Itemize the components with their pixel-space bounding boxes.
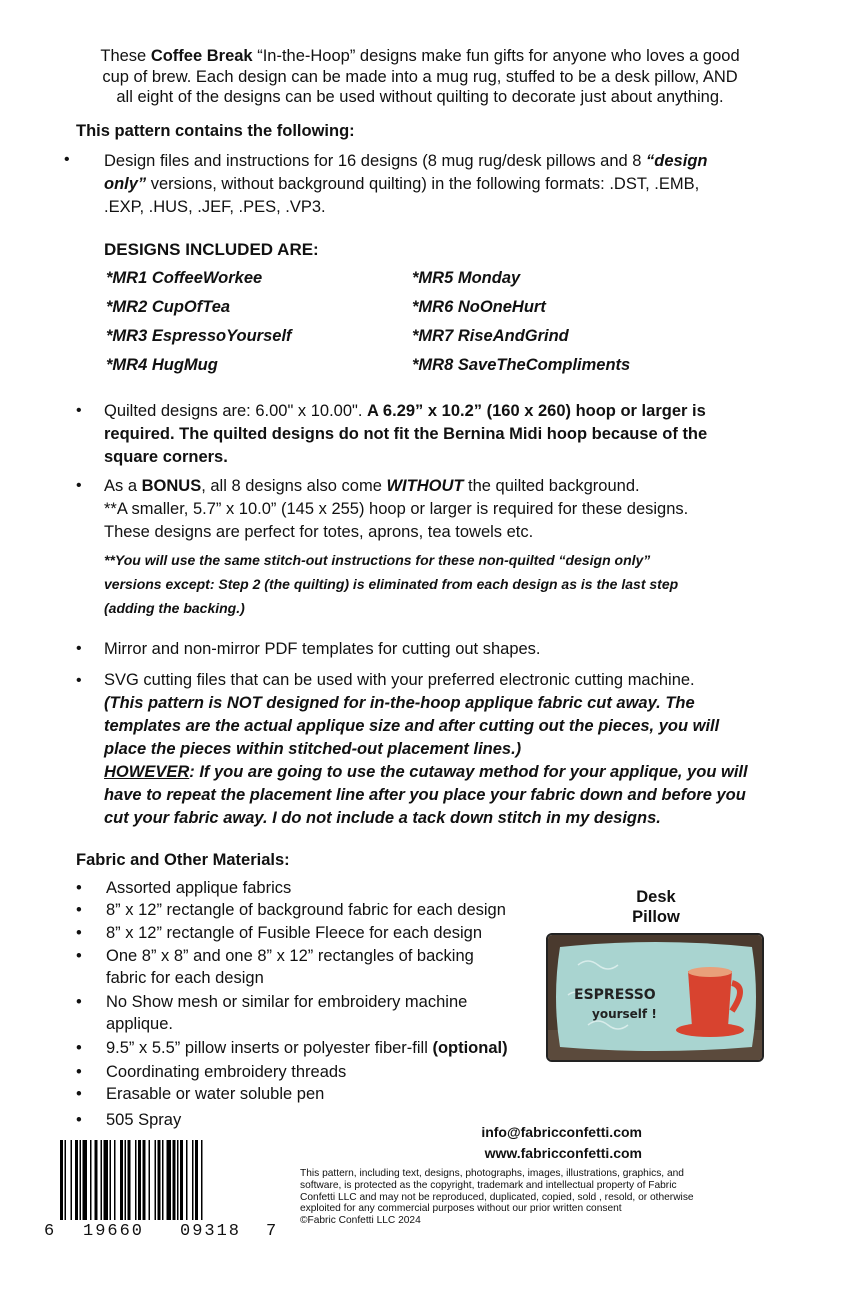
list-item: Erasable or water soluble pen [106,1085,325,1103]
barcode-digits: 19660 [83,1222,145,1241]
barcode-bar [155,1140,157,1220]
design-item: *MR1 CoffeeWorkee [106,269,263,287]
design-item: *MR8 SaveTheCompliments [412,356,631,374]
materials-heading: Fabric and Other Materials: [76,851,290,869]
materials-list [76,877,556,1131]
barcode-digits: 09318 [180,1222,242,1241]
barcode-bar [71,1140,73,1220]
list-item: fabric for each design [106,969,264,987]
barcode-bar [114,1140,116,1220]
mirror-item: Mirror and non-mirror PDF templates for cutting out shapes. [104,640,541,658]
photo-caption: Desk Pillow [632,888,680,926]
barcode-bars [60,1140,282,1220]
bullet: • [76,1063,82,1081]
contents-heading: This pattern contains the following: [76,122,355,140]
barcode-bar [80,1140,82,1220]
barcode-digit: 7 [266,1222,277,1241]
barcode-bar [173,1140,176,1220]
espresso-word: ESPRESSO [574,987,656,1003]
yourself-word: yourself ! [592,1007,657,1021]
barcode-bar [110,1140,112,1220]
barcode [60,1140,282,1220]
list-item: applique. [106,1015,173,1033]
barcode-bar [201,1140,203,1220]
barcode-bar [95,1140,98,1220]
list-item: Assorted applique fabrics [106,879,292,897]
bullet: • [76,924,82,942]
pillow-photo [546,933,764,1062]
design-item: *MR3 EspressoYourself [106,327,292,345]
design-item: *MR5 Monday [412,269,521,287]
barcode-bar [192,1140,194,1220]
bullet: • [64,151,70,168]
design-item: *MR2 CupOfTea [106,298,231,316]
list-item: 9.5” x 5.5” pillow inserts or polyester fiber-fill (optional) [106,1039,508,1057]
barcode-bar [120,1140,123,1220]
email-link[interactable]: info@fabricconfetti.com [481,1124,642,1140]
pillow-image [548,935,762,1060]
formats-item: Design files and instructions for 16 designs (8 mug rug/desk pillows and 8 “design only” versions, without background quilting) in the following formats: .DST, .EMB, .EXP, .HUS, .JEF, .PES, .VP3. [104,152,708,216]
bullet: • [76,477,82,494]
design-item: *MR4 HugMug [106,356,218,374]
barcode-bar [90,1140,92,1220]
list-item: One 8” x 8” and one 8” x 12” rectangles of backing [106,947,474,965]
list-item: No Show mesh or similar for embroidery machine [106,993,468,1011]
design-item: *MR6 NoOneHurt [412,298,546,316]
svg-item: SVG cutting files that can be used with your preferred electronic cutting machine. (This pattern is NOT designed for in-the-hoop applique fabric cut away. The templates are the actual applique size and after cutting out the pieces, you will place the pieces within stitched-out placement lines.) HOWEVER: If you are going to use the cutaway method for your applique, you will have to repeat the placement line after you place your fabric down and before you cut your fabric away. I do not include a tack down stitch in my designs. [104,671,748,827]
barcode-bar [128,1140,131,1220]
list-item: 505 Spray [106,1111,182,1129]
bullet: • [76,672,82,689]
barcode-bar [65,1140,67,1220]
bullet: • [76,402,82,419]
list-item: 8” x 12” rectangle of background fabric for each design [106,901,506,919]
bonus-item: As a BONUS, all 8 designs also come WITHOUT the quilted background. **A smaller, 5.7” x 10.0” (145 x 255) hoop or larger is required for these designs. These designs are perfect for totes, aprons, tea towels etc. [104,477,689,541]
barcode-bar [195,1140,198,1220]
designs-heading: DESIGNS INCLUDED ARE: [104,240,319,259]
bullet: • [76,1039,82,1057]
barcode-bar [177,1140,179,1220]
bullet: • [76,1111,82,1129]
barcode-bar [149,1140,151,1220]
barcode-digit: 6 [44,1222,55,1241]
barcode-bar [138,1140,141,1220]
barcode-bar [186,1140,188,1220]
bullet: • [76,640,82,657]
brand-name: Coffee Break [150,47,253,65]
barcode-bar [75,1140,78,1220]
bullet: • [76,947,82,965]
barcode-bar [143,1140,146,1220]
barcode-bar [104,1140,109,1220]
list-item: 8” x 12” rectangle of Fusible Fleece for each design [106,924,483,942]
website-link[interactable]: www.fabricconfetti.com [484,1145,642,1161]
barcode-bar [158,1140,161,1220]
barcode-bar [180,1140,183,1220]
barcode-bar [60,1140,63,1220]
barcode-bar [101,1140,103,1220]
bullet: • [76,1085,82,1103]
bullet: • [76,993,82,1011]
barcode-bar [162,1140,164,1220]
barcode-bar [135,1140,137,1220]
design-item: *MR7 RiseAndGrind [412,327,569,345]
intro-paragraph: These Coffee Break “In-the-Hoop” designs make fun gifts for anyone who loves a good cup of brew. Each design can be made into a mug rug, stuffed to be a desk pillow, AND all eight of the designs can be used without quilting to decorate just about anything. [100,47,740,106]
barcode-bar [83,1140,88,1220]
legal-notice: This pattern, including text, designs, photographs, images, illustrations, graphics, and software, is protected as the copyright, trademark and intellectual property of Fabric Confetti LLC and may not be reproduced, duplicated, copied, sold , resold, or otherwise exploited for any commercial purposes without our prior written consent ©Fabric Confetti LLC 2024 [300,1168,694,1227]
non-quilted-note: **You will use the same stitch-out instructions for these non-quilted “design only” versions except: Step 2 (the quilting) is eliminated from each design as is the last step (adding the backing.) [104,552,679,616]
bullet: • [76,901,82,919]
quilted-item: Quilted designs are: 6.00" x 10.00". A 6.29” x 10.2” (160 x 260) hoop or larger is required. The quilted designs do not fit the Bernina Midi hoop because of the square corners. [104,402,708,466]
list-item: Coordinating embroidery threads [106,1063,347,1081]
contact-block [400,1122,642,1164]
barcode-bar [125,1140,127,1220]
bullet: • [76,879,82,897]
barcode-bar [167,1140,172,1220]
